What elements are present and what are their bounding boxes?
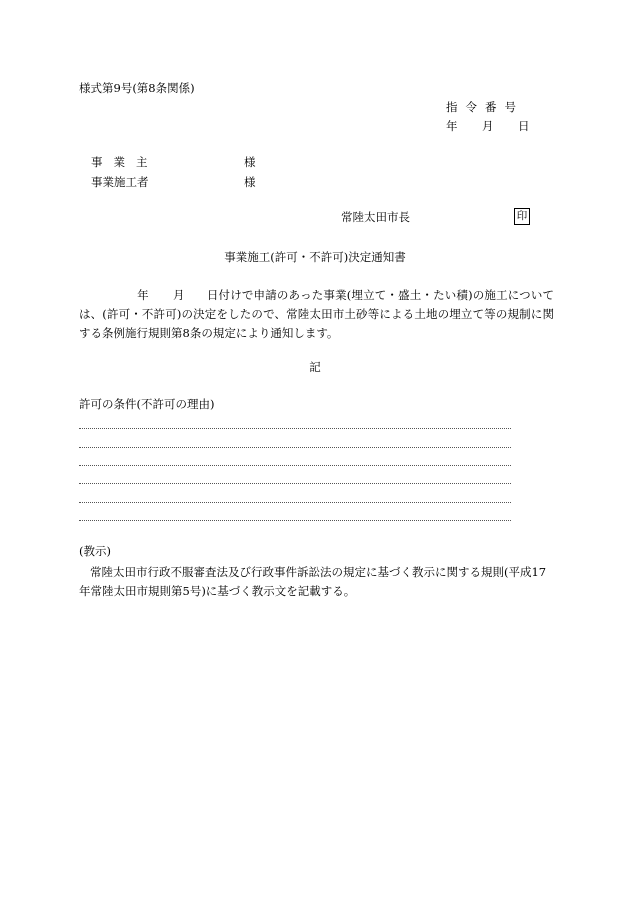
recipient-honorific: 様 (244, 155, 256, 169)
command-number-label: 指令番号 (446, 100, 524, 114)
recipient-label: 事業施工者 (91, 175, 149, 189)
issuer-name: 常陸太田市長 (341, 210, 410, 224)
date-year-label: 年 (446, 119, 458, 133)
instruction-heading: (教示) (79, 544, 111, 558)
body-year-label: 年 (137, 288, 149, 302)
instruction-text: 常陸太田市行政不服審査法及び行政事件訴訟法の規定に基づく教示に関する規則(平成17年常陸太田市規則第5号)に基づく教示文を記載する。 (79, 565, 547, 598)
blank-line (79, 447, 511, 448)
conditions-label: 許可の条件(不許可の理由) (79, 397, 215, 411)
blank-line (79, 520, 511, 521)
recipient-honorific: 様 (244, 175, 256, 189)
date-month-label: 月 (482, 119, 494, 133)
notice-body (79, 286, 554, 343)
command-date (446, 121, 530, 133)
recipient-business-owner (91, 157, 161, 169)
form-number: 様式第9号(第8条関係) (79, 81, 195, 95)
recipient-label: 事業主 (91, 155, 159, 169)
blank-line (79, 483, 511, 484)
blank-line (79, 428, 511, 429)
seal-mark: 印 (514, 208, 530, 225)
document-title: 事業施工(許可・不許可)決定通知書 (224, 250, 406, 264)
blank-line (79, 465, 511, 466)
body-month-label: 月 (172, 288, 185, 302)
body-text: 日付けで申請のあった事業(埋立て・盛土・たい積)の施工については、(許可・不許可)の決定をしたので、常陸太田市土砂等による土地の埋立て等の規制に関する条例施行規則第8条の規定により通知します。 (79, 288, 555, 340)
blank-line (79, 502, 511, 503)
ki-heading: 記 (309, 360, 321, 374)
recipient-contractor (91, 177, 161, 189)
date-day-label: 日 (518, 119, 530, 133)
